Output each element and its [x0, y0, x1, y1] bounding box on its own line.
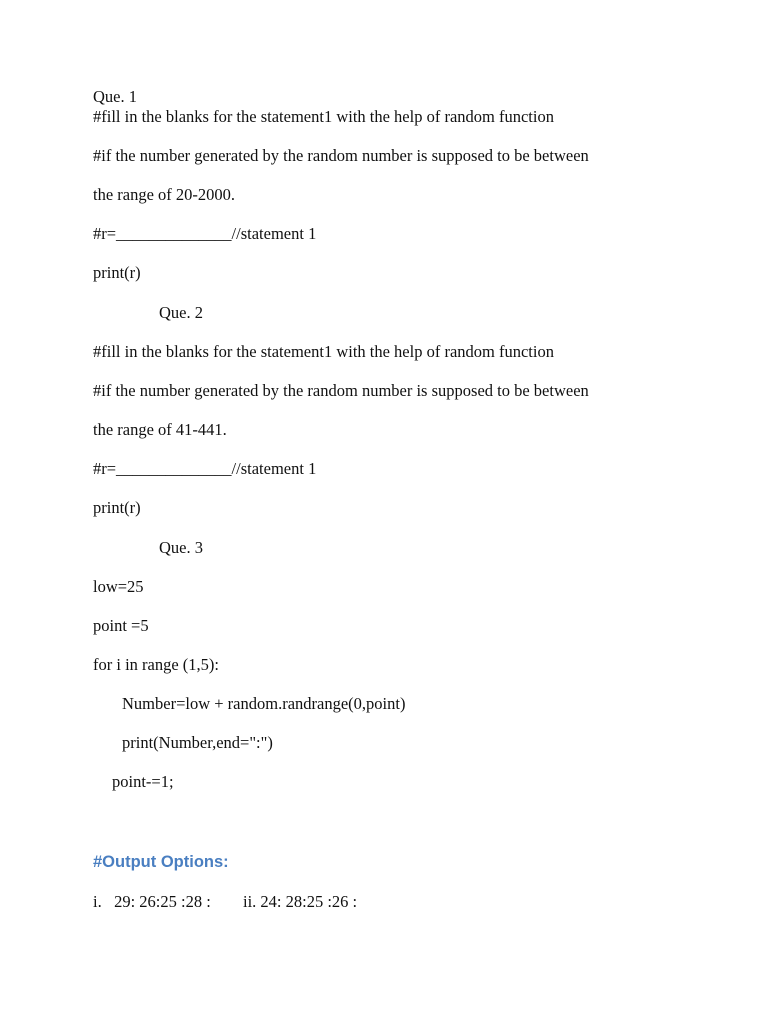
- q3-code-line: Number=low + random.randrange(0,point): [122, 694, 406, 713]
- q1-statement: #r=______________//statement 1: [93, 224, 317, 243]
- q1-range-text: the range of 20-2000.: [93, 185, 236, 204]
- q3-code-line: low=25: [93, 577, 144, 596]
- q1-comment-1: #fill in the blanks for the statement1 with the help of random function: [93, 107, 554, 126]
- q2-comment-2: #if the number generated by the random number is supposed to be between: [93, 381, 589, 400]
- q2-title: Que. 2: [159, 303, 203, 322]
- output-option-i: i. 29: 26:25 :28 :: [93, 892, 211, 911]
- q3-code-line: for i in range (1,5):: [93, 655, 219, 674]
- q2-comment-1: #fill in the blanks for the statement1 with the help of random function: [93, 342, 554, 361]
- q2-statement: #r=______________//statement 1: [93, 459, 317, 478]
- output-options-heading: #Output Options:: [93, 853, 229, 871]
- q3-code-line: print(Number,end=":"): [122, 733, 273, 752]
- q1-comment-2: #if the number generated by the random number is supposed to be between: [93, 146, 589, 165]
- output-option-ii: ii. 24: 28:25 :26 :: [243, 892, 358, 911]
- q3-title: Que. 3: [159, 538, 203, 557]
- q3-code-line: point =5: [93, 616, 149, 635]
- q1-print: print(r): [93, 263, 141, 282]
- q2-print: print(r): [93, 498, 141, 517]
- q3-code-line: point-=1;: [112, 772, 174, 791]
- q1-title: Que. 1: [93, 87, 137, 106]
- q2-range-text: the range of 41-441.: [93, 420, 227, 439]
